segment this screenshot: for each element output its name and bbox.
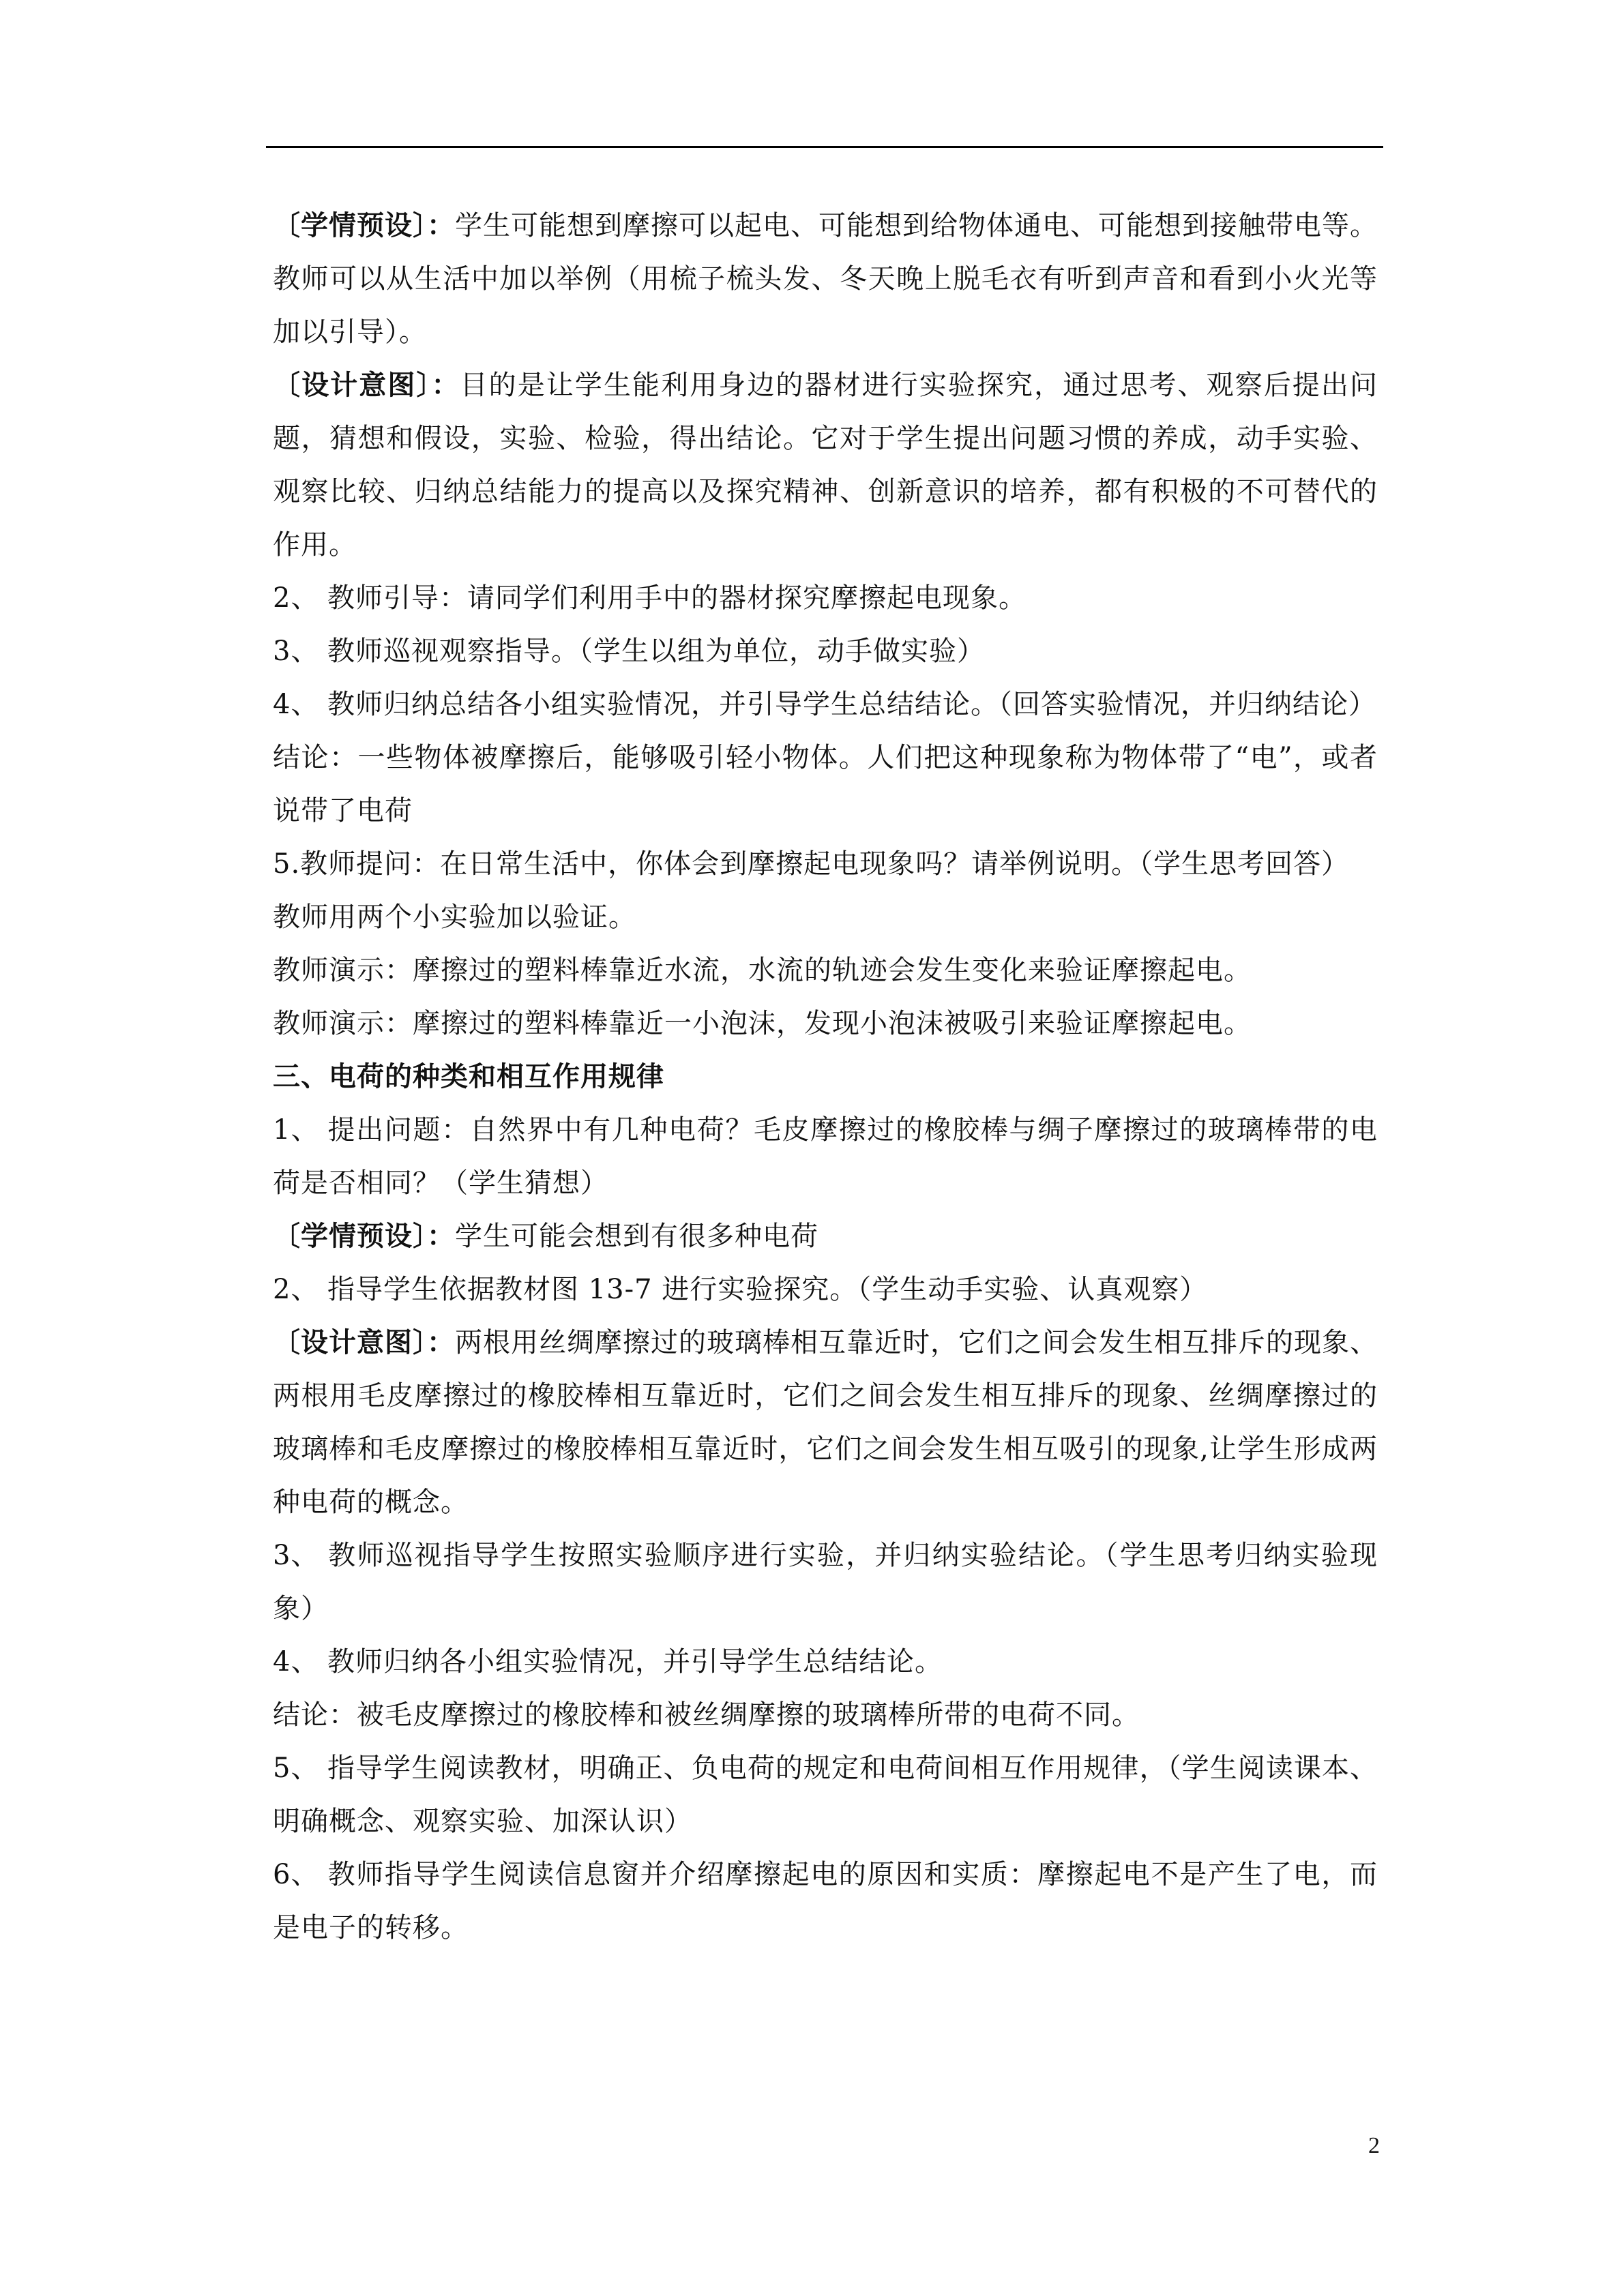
list-item <box>273 625 1378 678</box>
paragraph: 教师用两个小实验加以验证。 <box>273 901 636 933</box>
paragraph-text: 两根用丝绸摩擦过的玻璃棒相互靠近时，它们之间会发生相互排斥的现象、两根用毛皮摩擦过的橡胶棒相互靠近时，它们之间会发生相互排斥的现象、丝绸摩擦过的玻璃棒和毛皮摩擦过的橡胶棒相互靠近时，它们之间会发生相互吸引的现象,让学生形成两种电荷的概念。 <box>273 1327 1378 1518</box>
document-body <box>273 199 1378 1954</box>
paragraph-text: 学生可能想到摩擦可以起电、可能想到给物体通电、可能想到接触带电等。教师可以从生活中加以举例（用梳子梳头发、冬天晚上脱毛衣有听到声音和看到小火光等加以引导）。 <box>273 210 1378 348</box>
list-item <box>273 1103 1378 1210</box>
design-intent-tag: 〔设计意图〕： <box>273 1326 455 1358</box>
list-item <box>273 1848 1378 1954</box>
list-number: 2、 <box>273 1274 319 1305</box>
paragraph-text: 目的是让学生能利用身边的器材进行实验探究，通过思考、观察后提出问题，猜想和假设，实验、检验，得出结论。它对于学生提出问题习惯的养成，动手实验、观察比较、归纳总结能力的提高以及探究精神、创新意识的培养，都有积极的不可替代的作用。 <box>273 370 1378 561</box>
list-number: 5、 <box>273 1753 319 1784</box>
conclusion-paragraph: 结论：被毛皮摩擦过的橡胶棒和被丝绸摩擦的玻璃棒所带的电荷不同。 <box>273 1699 1140 1731</box>
paragraph-design-intent <box>273 359 1378 571</box>
section-number: 三、 <box>273 1060 329 1092</box>
conclusion-paragraph: 结论：一些物体被摩擦后，能够吸引轻小物体。人们把这种现象称为物体带了“电”，或者说带了电荷 <box>273 742 1378 826</box>
list-number: 1、 <box>273 1114 319 1146</box>
list-item <box>273 678 1378 731</box>
paragraph-design-intent <box>273 1316 1378 1529</box>
paragraph-text: 学生可能会想到有很多种电荷 <box>455 1221 818 1252</box>
section-heading <box>273 1050 1378 1103</box>
paragraph-learning-preset <box>273 199 1378 359</box>
list-item <box>273 1263 1378 1316</box>
list-text: 教师归纳总结各小组实验情况，并引导学生总结结论。（回答实验情况，并归纳结论） <box>327 689 1376 720</box>
paragraph-learning-preset <box>273 1210 1378 1263</box>
list-item <box>273 1635 1378 1688</box>
list-text: 教师指导学生阅读信息窗并介绍摩擦起电的原因和实质：摩擦起电不是产生了电，而是电子的转移。 <box>273 1859 1378 1943</box>
list-item <box>273 1742 1378 1848</box>
list-text: 教师引导：请同学们利用手中的器材探究摩擦起电现象。 <box>327 582 1027 614</box>
list-item <box>273 1529 1378 1635</box>
list-text: 指导学生依据教材图 13-7 进行实验探究。（学生动手实验、认真观察） <box>327 1274 1208 1305</box>
list-number: 4、 <box>273 1646 319 1678</box>
demo-paragraph: 教师演示：摩擦过的塑料棒靠近一小泡沫，发现小泡沫被吸引来验证摩擦起电。 <box>273 1008 1252 1039</box>
list-text: 提出问题：自然界中有几种电荷？毛皮摩擦过的橡胶棒与绸子摩擦过的玻璃棒带的电荷是否相同？（学生猜想） <box>273 1114 1378 1199</box>
design-intent-tag: 〔设计意图〕： <box>273 369 460 401</box>
list-number: 3、 <box>273 636 319 667</box>
list-item <box>273 571 1378 625</box>
header-rule <box>266 146 1383 148</box>
demo-paragraph: 教师演示：摩擦过的塑料棒靠近水流，水流的轨迹会发生变化来验证摩擦起电。 <box>273 955 1252 986</box>
teacher-question-paragraph: 5.教师提问：在日常生活中，你体会到摩擦起电现象吗？请举例说明。（学生思考回答） <box>273 848 1350 880</box>
list-text: 教师巡视指导学生按照实验顺序进行实验，并归纳实验结论。（学生思考归纳实验现象） <box>273 1540 1378 1624</box>
learning-preset-tag: 〔学情预设〕： <box>273 209 455 241</box>
section-title: 电荷的种类和相互作用规律 <box>329 1060 664 1092</box>
page-number: 2 <box>1368 2133 1380 2158</box>
list-number: 2、 <box>273 582 319 614</box>
list-number: 3、 <box>273 1540 319 1571</box>
learning-preset-tag: 〔学情预设〕： <box>273 1220 455 1252</box>
list-number: 6、 <box>273 1859 319 1890</box>
list-text: 教师归纳各小组实验情况，并引导学生总结结论。 <box>327 1646 943 1678</box>
list-number: 4、 <box>273 689 319 720</box>
list-text: 指导学生阅读教材，明确正、负电荷的规定和电荷间相互作用规律，（学生阅读课本、明确概念、观察实验、加深认识） <box>273 1753 1378 1837</box>
list-text: 教师巡视观察指导。（学生以组为单位，动手做实验） <box>327 636 985 667</box>
